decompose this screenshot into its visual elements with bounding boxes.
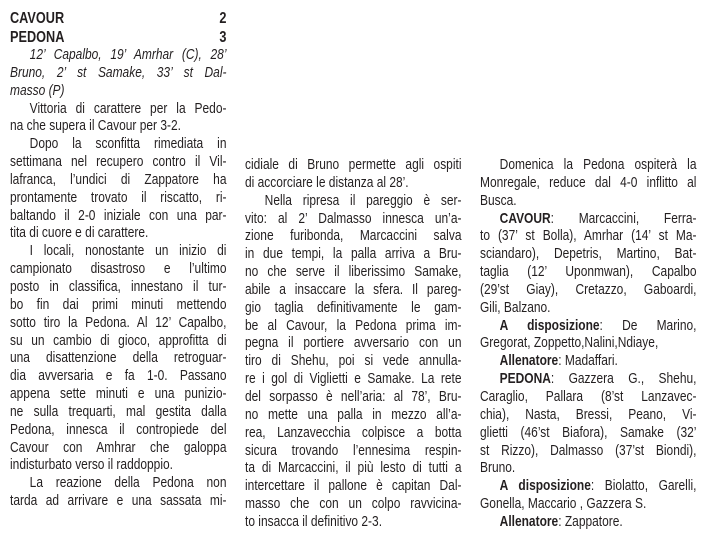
text-line [10, 154, 226, 172]
text-line [245, 460, 461, 478]
line-text: Gonella, Maccario , Gazzera S. [480, 496, 647, 513]
line-text: to (37’ st Bolla), Amrhar (14’ st Ma- [480, 228, 697, 245]
line-text: Bruno, 2’ st Samake, 33’ st Dal- [10, 64, 227, 81]
text-line [10, 83, 226, 101]
line-text: intercettare il pallone è capitan Dal- [245, 478, 462, 495]
text-line [480, 371, 696, 389]
text-line [480, 282, 696, 300]
text-line [480, 228, 696, 246]
text-line [245, 496, 461, 514]
text-line [10, 422, 226, 440]
line-text: lafranca, l’undici di Zappatore ha [10, 171, 227, 188]
text-line [10, 208, 226, 226]
text-line [245, 407, 461, 425]
away-team: PEDONA [10, 29, 65, 46]
line-text: indisturbato verso il raddoppio. [10, 457, 173, 474]
article-column-2 [245, 157, 461, 532]
text-line [245, 371, 461, 389]
line-text: Bruno. [480, 460, 516, 477]
lineup-label: Allenatore [499, 513, 559, 530]
line-text: sciandaro), Depetris, Martino, Bat- [480, 246, 697, 263]
line-text: chia), Nasta, Bressi, Peano, Vi- [480, 406, 697, 423]
article-column-3 [480, 157, 696, 532]
line-text: Dopo la sconfitta rimediata in [29, 136, 227, 153]
line-text: to insacca il definitivo 2-3. [245, 513, 383, 530]
line-text: st Rizzo), Dalmasso (37’st Biondi), [480, 442, 697, 459]
text-line [10, 457, 226, 475]
line-text: : Biolatto, Garelli, [590, 478, 697, 495]
text-line [245, 353, 461, 371]
text-line [10, 190, 226, 208]
away-goals: 3 [219, 29, 227, 46]
line-text: Gregorat, Zoppetto,Nalini,Ndiaye, [480, 335, 659, 352]
line-text: tita di cuore e di carattere. [10, 225, 149, 242]
text-line [10, 404, 226, 422]
text-line [10, 279, 226, 297]
line-text: : Gazzera G., Shehu, [550, 371, 697, 388]
text-line [10, 172, 226, 190]
line-text: baltando il 2-0 iniziale con una par- [10, 207, 227, 224]
home-team: CAVOUR [10, 10, 65, 27]
line-text: del sorpasso è nell’aria: al 78’, Bru- [245, 388, 462, 405]
text-line [480, 425, 696, 443]
text-line [480, 300, 696, 318]
text-line [480, 157, 696, 175]
text-line [480, 264, 696, 282]
line-text: prontamente trovato il riscatto, ri- [10, 189, 227, 206]
text-line [480, 514, 696, 532]
text-line [10, 47, 226, 65]
text-line [10, 225, 226, 243]
lineup-label: A disposizione [499, 317, 600, 334]
text-line [10, 136, 226, 154]
text-line [245, 228, 461, 246]
text-line [10, 386, 226, 404]
line-text: : De Marino, [599, 317, 697, 334]
line-text: : Marcaccini, Ferra- [550, 210, 697, 227]
line-text: masso che con un colpo ravvicina- [245, 496, 462, 513]
line-text: abile a insaccare la sfera. Il pareg- [245, 281, 462, 298]
text-line [245, 282, 461, 300]
line-text: Busca. [480, 192, 517, 209]
text-line [245, 193, 461, 211]
article-column-1 [10, 9, 226, 511]
text-line [245, 300, 461, 318]
text-line [480, 246, 696, 264]
text-line [480, 443, 696, 461]
text-line [245, 478, 461, 496]
line-text: : Madaffari. [558, 353, 618, 370]
line-text: ta di Marcaccini, il più lesto di tutti a [245, 460, 462, 477]
text-line [10, 297, 226, 315]
text-line [480, 211, 696, 229]
line-text: I locali, nonostante un inizio di [29, 243, 227, 260]
line-text: vito: al 2’ Dalmasso innesca un’a- [245, 210, 462, 227]
line-text: taglia (12’ Uponmwan), Capalbo [480, 264, 697, 281]
text-line [480, 318, 696, 336]
text-line [245, 425, 461, 443]
line-text: re i gol di Viglietti e Samake. La rete [245, 371, 462, 388]
line-text: bo fin dai primi minuti mettendo [10, 296, 227, 313]
line-text: Gili, Balzano. [480, 299, 551, 316]
line-text: dia avversaria e fa 1-0. Passano [10, 368, 227, 385]
text-line [10, 315, 226, 333]
text-line [245, 318, 461, 336]
line-text: ne sulla trequarti, mal gestita dalla [10, 403, 227, 420]
line-text: Pedona, innesca il contropiede del [10, 421, 227, 438]
line-text: be al Cavour, la Pedona prima im- [245, 317, 462, 334]
text-line [245, 443, 461, 461]
line-text: Monregale, reduce dal 4-0 inflitto al [480, 174, 697, 191]
line-text: sotto tiro la Pedona. Al 12’ Capalbo, [10, 314, 227, 331]
lineup-label: Allenatore [499, 353, 559, 370]
text-line [10, 261, 226, 279]
line-text: pegna il portiere avversario con un [245, 335, 462, 352]
line-text: na che supera il Cavour per 3-2. [10, 118, 181, 135]
line-text: rea, Lanzavecchia colpisce a botta [245, 424, 462, 441]
line-text: in due tempi, la palla arriva a Bru- [245, 246, 462, 263]
text-line [245, 514, 461, 532]
text-line [480, 407, 696, 425]
line-text: su un cambio di gioco, approfitta di [10, 332, 227, 349]
text-line [10, 118, 226, 136]
text-line [245, 211, 461, 229]
text-line [245, 157, 461, 175]
line-text: campionato disastroso e l’ultimo [10, 261, 227, 278]
line-text: Nella ripresa il pareggio è ser- [264, 192, 462, 209]
text-line [480, 353, 696, 371]
text-line [480, 460, 696, 478]
line-text: masso (P) [10, 82, 65, 99]
line-text: La reazione della Pedona non [29, 475, 227, 492]
line-text: : Zappatore. [558, 513, 623, 530]
lineup-label: CAVOUR [499, 210, 551, 227]
line-text: tiro di Shehu, poi si vede annulla- [245, 353, 462, 370]
line-text: Domenica la Pedona ospiterà la [499, 157, 697, 173]
score-away [10, 28, 226, 47]
line-text: una disattenzione della retroguar- [10, 350, 227, 367]
text-line [480, 496, 696, 514]
line-text: Caraglio, Pallara (8’st Lanzavec- [480, 388, 697, 405]
line-text: Vittoria di carattere per la Pedo- [29, 100, 227, 117]
text-line [480, 389, 696, 407]
line-text: (29’st Giay), Cretazzo, Gaboardi, [480, 281, 697, 298]
line-text: tarda ad arrivare e una sassata mi- [10, 493, 227, 510]
lineup-label: A disposizione [499, 478, 591, 495]
line-text: sicura trovando l’ennesima respin- [245, 442, 462, 459]
text-line [10, 475, 226, 493]
text-line [245, 389, 461, 407]
line-text: zione furibonda, Marcaccini salva [245, 228, 462, 245]
text-line [480, 175, 696, 193]
text-line [480, 193, 696, 211]
text-line [10, 333, 226, 351]
line-text: settimana nel recupero contro il Vil- [10, 154, 227, 171]
line-text: no che serve il liberissimo Samake, [245, 264, 462, 281]
text-line [10, 350, 226, 368]
text-line [10, 243, 226, 261]
line-text: gio taglia definitivamente le gam- [245, 299, 462, 316]
text-line [480, 335, 696, 353]
line-text: cidiale di Bruno permette agli ospiti [245, 157, 462, 173]
lineup-label: PEDONA [499, 371, 551, 388]
text-line [10, 368, 226, 386]
text-line [245, 175, 461, 193]
text-line [245, 246, 461, 264]
line-text: di accorciare le distanza al 28’. [245, 174, 409, 191]
text-line [245, 264, 461, 282]
score-home [10, 9, 226, 28]
line-text: glietti (46’st Biafora), Samake (32’ [480, 424, 697, 441]
line-text: posto in classifica, innestano il tur- [10, 278, 227, 295]
line-text: Cavour con Amhrar che galoppa [10, 439, 227, 456]
text-line [10, 440, 226, 458]
line-text: 12’ Capalbo, 19’ Amrhar (C), 28’ [29, 47, 227, 63]
text-line [480, 478, 696, 496]
home-goals: 2 [219, 10, 227, 27]
line-text: appena sette minuti e una punizio- [10, 386, 227, 403]
text-line [10, 65, 226, 83]
text-line [10, 101, 226, 119]
line-text: no mette una palla in mezzo all’a- [245, 406, 462, 423]
text-line [10, 493, 226, 511]
text-line [245, 335, 461, 353]
